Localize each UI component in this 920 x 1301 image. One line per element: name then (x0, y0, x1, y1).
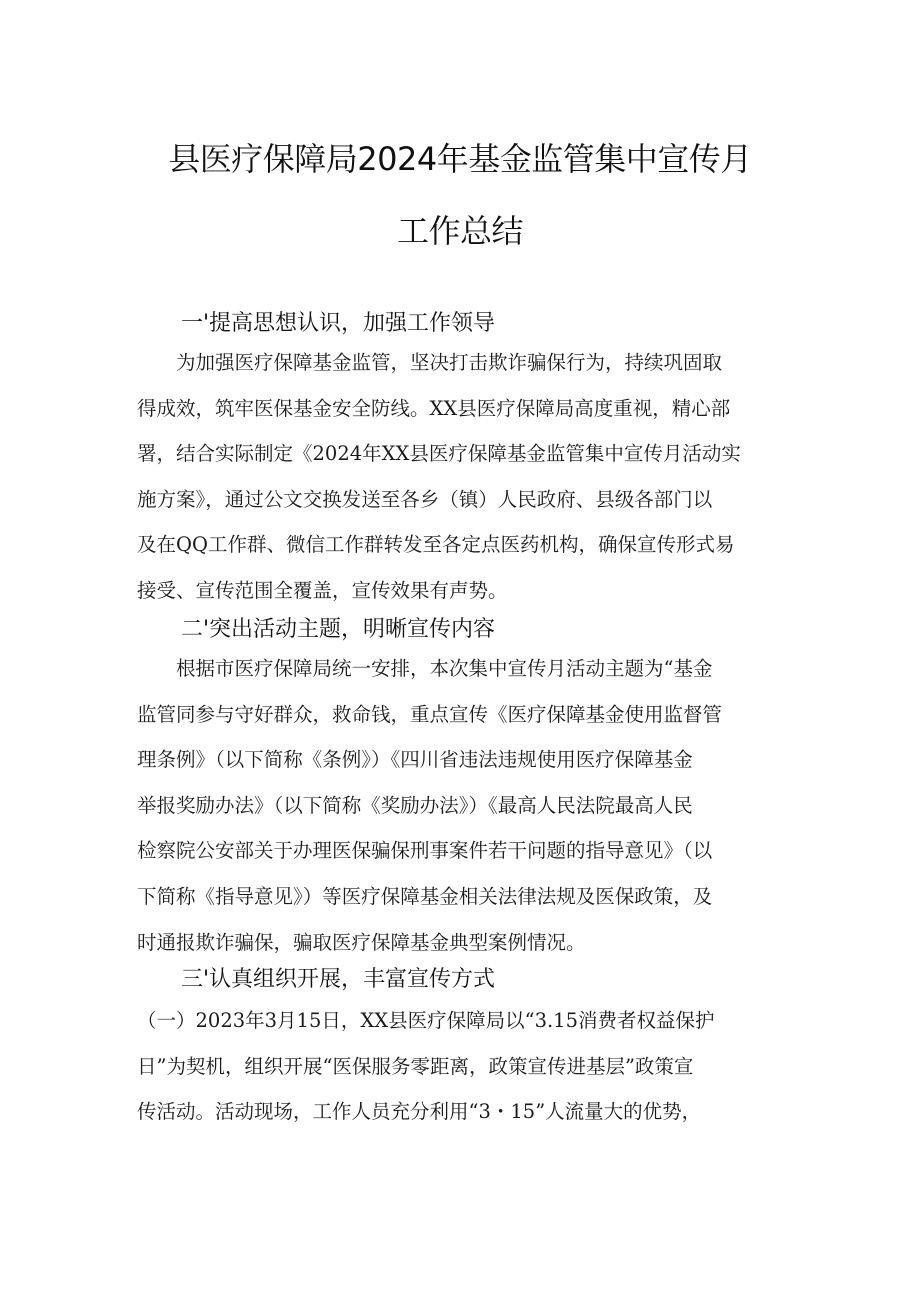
paragraph-line: 下简称《指导意见》）等医疗保障基金相关法律法规及医保政策，及 (137, 884, 713, 908)
paragraph-line: 为加强医疗保障基金监管，坚决打击欺诈骗保行为，持续巩固取 (176, 351, 723, 374)
paragraph-line: 日”为契机，组织开展“医保服务零距离，政策宣传进基层”政策宣 (137, 1054, 694, 1078)
paragraph-line: 根据市医疗保障局统一安排，本次集中宣传月活动主题为“基金 (176, 657, 713, 680)
paragraph-line: 监管同参与守好群众，救命钱，重点宣传《医疗保障基金使用监督管 (137, 702, 723, 726)
paragraph-line: 及在QQ工作群、微信工作群转发至各定点医药机构，确保宣传形式易 (137, 533, 735, 557)
paragraph-line: 时通报欺诈骗保，骗取医疗保障基金典型案例情况。 (137, 930, 586, 954)
paragraph-line: 传活动。活动现场，工作人员充分利用“3・15”人流量大的优势， (137, 1100, 702, 1124)
paragraph-line: 得成效，筑牢医保基金安全防线。XX县医疗保障局高度重视，精心部 (137, 396, 731, 420)
section-paragraph-2 (137, 646, 797, 965)
section-heading-1: 一'提高思想认识，加强工作领导 (181, 311, 496, 336)
document-title-line-1: 县医疗保障局2024年基金监管集中宣传月 (168, 140, 752, 178)
paragraph-line: （一）2023年3月15日，XX县医疗保障局以“3.15消费者权益保护 (137, 1009, 715, 1032)
paragraph-line: 理条例》（以下简称《条例》）《四川省违法违规使用医疗保障基金 (137, 748, 693, 772)
section-heading-2: 二'突出活动主题，明晰宣传内容 (181, 617, 496, 642)
paragraph-line: 检察院公安部关于办理医保骗保刑事案件若干问题的指导意见》（以 (137, 839, 713, 863)
paragraph-line: 署，结合实际制定《2024年XX县医疗保障基金监管集中宣传月活动实 (137, 442, 741, 466)
section-paragraph-1 (137, 340, 797, 614)
document-title-line-2: 工作总结 (396, 212, 523, 250)
paragraph-line: 举报奖励办法》（以下简称《奖励办法》）《最高人民法院最高人民 (137, 793, 693, 817)
section-paragraph-3 (137, 998, 797, 1135)
paragraph-line: 接受、宣传范围全覆盖，宣传效果有声势。 (137, 578, 508, 602)
section-heading-3: 三'认真组织开展，丰富宣传方式 (181, 967, 496, 992)
paragraph-line: 施方案》，通过公文交换发送至各乡（镇）人民政府、县级各部门以 (137, 487, 713, 511)
